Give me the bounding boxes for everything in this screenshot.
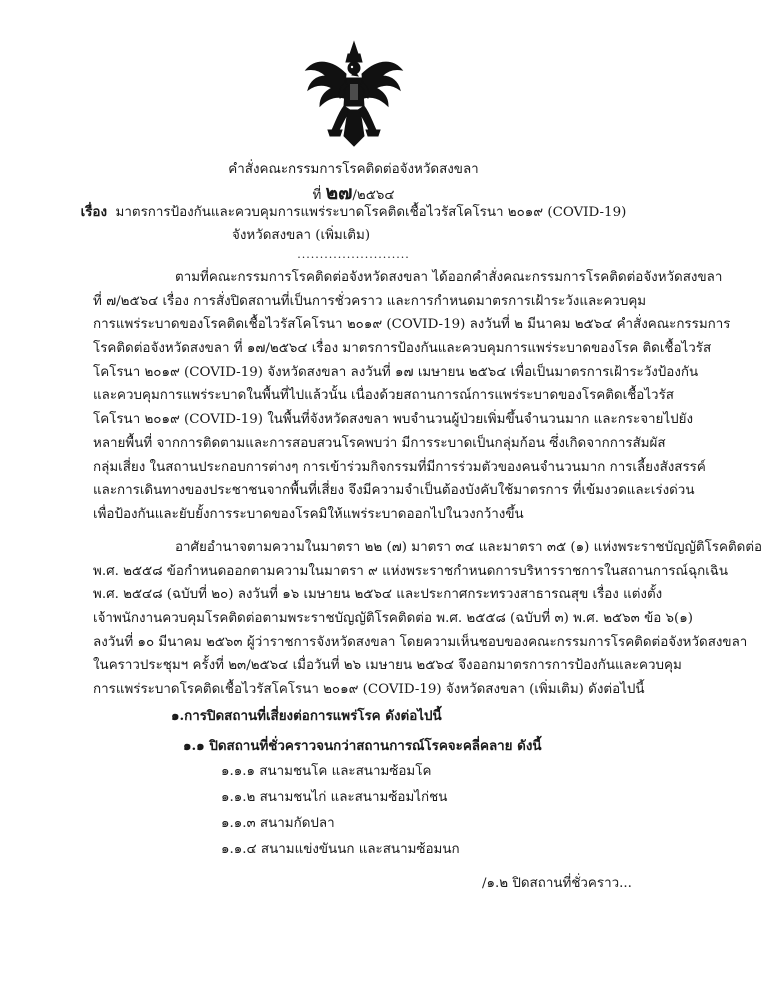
paragraph-line: พ.ศ. ๒๕๔๘ (ฉบับที่ ๒๐) ลงวันที่ ๑๖ เมษายน ๒๕๖๔ และประกาศกระทรวงสาธารณสุข เรื่อง แต่งตั้ง [93, 587, 663, 603]
paragraph-line: และการเดินทางของประชาชนจากพื้นที่เสี่ยง จึงมีความจำเป็นต้องบังคับใช้มาตรการ ที่เข้มงวดและเร่งด่วน [93, 483, 695, 499]
paragraph-line: พ.ศ. ๒๕๕๘ ข้อกำหนดออกตามความในมาตรา ๙ แห่งพระราชกำหนดการบริหารราชการในสถานการณ์ฉุกเฉิน [93, 563, 729, 579]
paragraph-2 [93, 536, 762, 702]
list-item: ๑.๑.๔ สนามแข่งขันนก และสนามซ้อมนก [221, 842, 460, 857]
paragraph-line: ตามที่คณะกรรมการโรคติดต่อจังหวัดสงขลา ได้ออกคำสั่งคณะกรรมการโรคติดต่อจังหวัดสงขลา [175, 270, 723, 285]
paragraph-line: เพื่อป้องกันและยับยั้งการระบาดของโรคมิให้แพร่ระบาดออกไปในวงกว้างขึ้น [93, 506, 524, 522]
paragraph-line: การแพร่ระบาดโรคติดเชื้อไวรัสโคโรนา ๒๐๑๙ (COVID-19) จังหวัดสงขลา (เพิ่มเติม) ดังต่อไปนี้ [93, 682, 645, 698]
paragraph-line: โคโรนา ๒๐๑๙ (COVID-19) จังหวัดสงขลา ลงวันที่ ๑๗ เมษายน ๒๕๖๔ เพื่อเป็นมาตรการเฝ้าระวังป้องกัน [93, 364, 699, 380]
paragraph-line: อาศัยอำนาจตามความในมาตรา ๒๒ (๗) มาตรา ๓๔ และมาตรา ๓๕ (๑) แห่งพระราชบัญญัติโรคติดต่อ [175, 540, 762, 555]
paragraph-line: เจ้าพนักงานควบคุมโรคติดต่อตามพระราชบัญญัติโรคติดต่อ พ.ศ. ๒๕๕๘ (ฉบับที่ ๓) พ.ศ. ๒๕๖๓ ข้อ ๖(๑) [93, 611, 693, 627]
paragraph-line: ลงวันที่ ๑๐ มีนาคม ๒๕๖๓ ผู้ว่าราชการจังหวัดสงขลา โดยความเห็นชอบของคณะกรรมการโรคติดต่อจังหวัดสงขลา [93, 634, 748, 650]
section-1-heading: ๑.การปิดสถานที่เสี่ยงต่อการแพร่โรค ดังต่อไปนี้ [171, 708, 442, 724]
paragraph-line: ที่ ๗/๒๕๖๔ เรื่อง การสั่งปิดสถานที่เป็นการชั่วคราว และการกำหนดมาตรการเฝ้าระวังและควบคุม [93, 293, 647, 309]
paragraph-line: การแพร่ระบาดของโรคติดเชื้อไวรัสโคโรนา ๒๐๑๙ (COVID-19) ลงวันที่ ๒ มีนาคม ๒๕๖๔ คำสั่งคณะกรรมการ [93, 317, 731, 333]
subject-line-1 [0, 201, 707, 222]
section-1-1-heading: ๑.๑ ปิดสถานที่ชั่วคราวจนกว่าสถานการณ์โรคจะคลี่คลาย ดังนี้ [183, 738, 542, 754]
order-number: ๒๗ [325, 182, 353, 204]
paragraph-line: โคโรนา ๒๐๑๙ (COVID-19) ในพื้นที่จังหวัดสงขลา พบจำนวนผู้ป่วยเพิ่มขึ้นจำนวนมาก และกระจายไปยัง [93, 412, 694, 428]
subject-text: มาตรการป้องกันและควบคุมการแพร่ระบาดโรคติดเชื้อไวรัสโคโรนา ๒๐๑๙ (COVID-19) [115, 205, 627, 220]
list-item: ๑.๑.๒ สนามชนไก่ และสนามซ้อมไก่ชน [221, 790, 448, 805]
subject-label: เรื่อง [80, 204, 108, 220]
order-title: คำสั่งคณะกรรมการโรคติดต่อจังหวัดสงขลา [228, 162, 479, 177]
paragraph-line: ในคราวประชุมฯ ครั้งที่ ๒๓/๒๕๖๔ เมื่อวันที่ ๒๖ เมษายน ๒๕๖๔ จึงออกมาตรการการป้องกันและควบคุม [93, 658, 682, 674]
separator-dots: ......................... [297, 248, 410, 261]
subject-line-2: จังหวัดสงขลา (เพิ่มเติม) [232, 228, 371, 243]
order-suffix: /๒๕๖๔ [352, 188, 395, 203]
continuation-note: /๑.๒ ปิดสถานที่ชั่วคราว... [482, 876, 632, 891]
list-item: ๑.๑.๑ สนามชนโค และสนามซ้อมโค [221, 764, 432, 779]
paragraph-line: โรคติดต่อจังหวัดสงขลา ที่ ๑๗/๒๕๖๔ เรื่อง มาตรการป้องกันและควบคุมการแพร่ระบาดของโรค ติดเชื้อไวรัส [93, 341, 712, 357]
paragraph-line: กลุ่มเสี่ยง ในสถานประกอบการต่างๆ การเข้าร่วมกิจกรรมที่มีการร่วมตัวของคนจำนวนมาก การเลี้ยงสังสรรค์ [93, 459, 706, 475]
list-item: ๑.๑.๓ สนามกัดปลา [221, 816, 335, 831]
order-prefix: ที่ [312, 188, 322, 203]
garuda-emblem-icon [302, 40, 406, 148]
paragraph-1 [93, 266, 731, 527]
paragraph-line: หลายพื้นที่ จากการติดตามและการสอบสวนโรคพบว่า มีการระบาดเป็นกลุ่มก้อน ซึ่งเกิดจากการสัมผัส [93, 435, 666, 451]
paragraph-line: และควบคุมการแพร่ระบาดในพื้นที่ไปแล้วนั้น เนื่องด้วยสถานการณ์การแพร่ระบาดของโรคติดเชื้อไวรัส [93, 388, 674, 404]
